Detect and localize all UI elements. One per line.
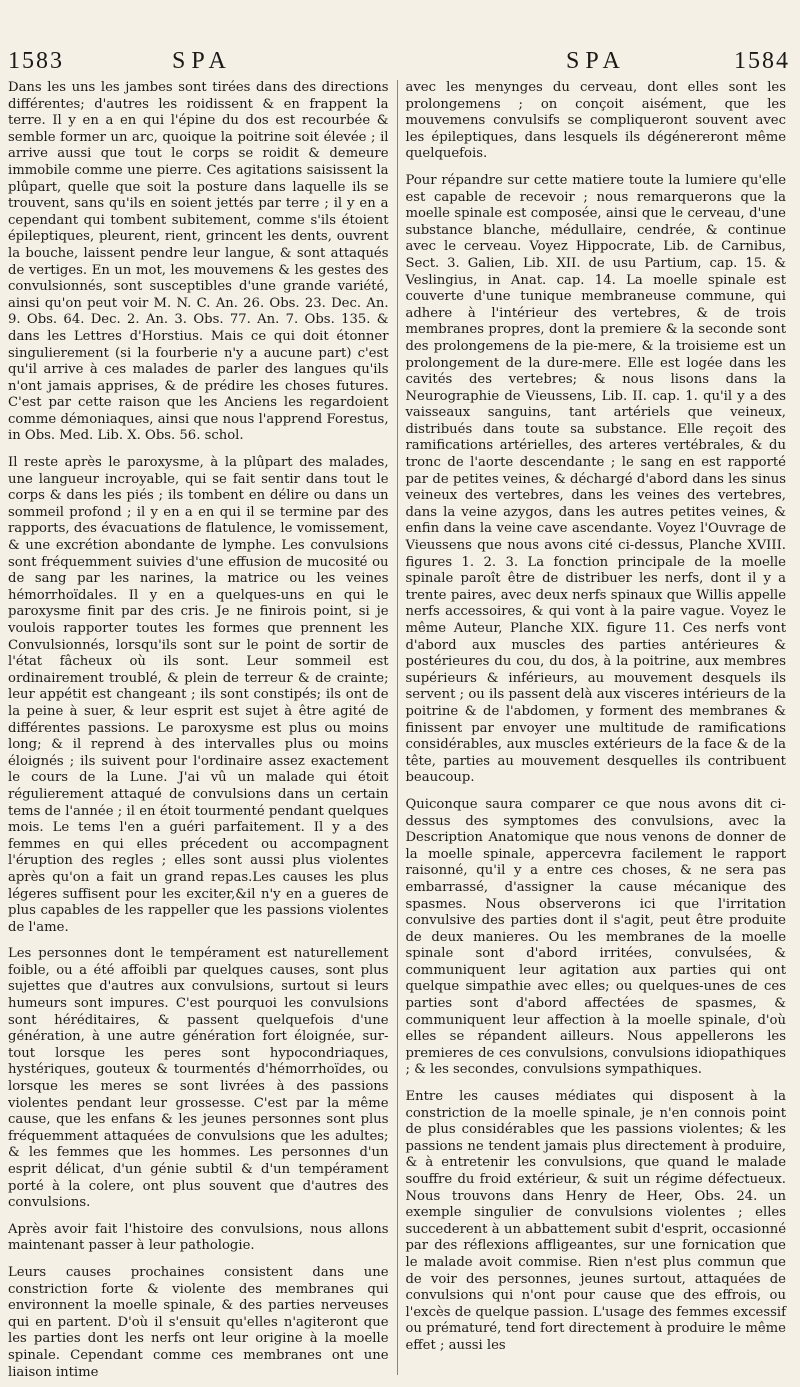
left-column — [8, 80, 397, 1379]
paragraph: Après avoir fait l'histoire des convulsions, nous allons maintenant passer à leur pathologie. — [8, 1221, 389, 1254]
running-head-right: SPA — [566, 48, 626, 74]
paragraph: Entre les causes médiates qui disposent à la constriction de la moelle spinale, je n'en connois point de plus considérables que les passions violentes; & les passions ne tendent jamais plus directement à produire, & à entretenir les convulsions, que quand le malade souffre du froid extérieur, & suit un régime défectueux. Nous trouvons dans Henry de Heer, Obs. 24. un exemple singulier de convulsions violentes ; elles succederent à un abbattement subit d'esprit, occasionné par des réflexions affligeantes, sur une fornication que le malade avoit commise. Rien n'est plus commun que de voir des personnes, jeunes surtout, attaquées de convulsions qui n'ont pour cause que des effrois, ou l'excès de quelque passion. L'usage des femmes excessif ou prématuré, tend fort directement à produire le même effet ; aussi les — [405, 1089, 786, 1353]
paragraph: Quiconque saura comparer ce que nous avons dit ci-dessus des symptomes des convulsions, avec la Description Anatomique que nous venons de donner de la moelle spinale, appercevra facilement le rapport raisonné, qu'il y a entre ces choses, & ne sera pas embarrassé, d'assigner la cause mécanique des spasmes. Nous observerons ici que l'irritation convulsive des parties dont il s'agit, peut être produite de deux manieres. Ou les membranes de la moelle spinale sont d'abord irritées, convulsées, & communiquent leur agitation aux parties qui ont quelque simpathie avec elles; ou quelques-unes de ces parties sont d'abord affectées de spasmes, & communiquent leur affection à la moelle spinale, d'où elles se répandent ailleurs. Nous appellerons les premieres de ces convulsions, convulsions idiopathiques ; & les secondes, convulsions sympathiques. — [405, 796, 786, 1078]
paragraph: Pour répandre sur cette matiere toute la lumiere qu'elle est capable de recevoir ; nous remarquerons que la moelle spinale est composée, ainsi que le cerveau, d'une substance blanche, médullaire, cendrée, & continue avec le cerveau. Voyez Hippocrate, Lib. de Carnibus, Sect. 3. Galien, Lib. XII. de usu Partium, cap. 15. & Veslingius, in Anat. cap. 14. La moelle spinale est couverte d'une tunique membraneuse commune, qui adhere à l'intérieur des vertebres, & de trois membranes propres, dont la premiere & la seconde sont des prolongemens de la pie-mere, & la troisieme est un prolongement de la dure-mere. Elle est logée dans les cavités des vertebres; & nous lisons dans la Neurographie de Vieussens, Lib. II. cap. 1. qu'il y a des vaisseaux sanguins, tant artériels que veineux, distribués dans toute sa substance. Elle reçoit des ramifications artérielles, des arteres vertébrales, & du tronc de l'aorte descendante ; le sang en est rapporté par de petites veines, & déchargé d'abord dans les sinus veineux des vertebres, dans les veines des vertebres, dans la veine azygos, dans les autres petites veines, & enfin dans la veine cave ascendante. Voyez l'Ouvrage de Vieussens que nous avons cité ci-dessus, Planche XVIII. figures 1. 2. 3. La fonction principale de la moelle spinale paroît être de distribuer les nerfs, dont il y a trente paires, avec deux nerfs spinaux que Willis appelle nerfs accessoires, & qui vont à la paire vague. Voyez le même Auteur, Planche XIX. figure 11. Ces nerfs vont d'abord aux muscles des parties antérieures & postérieures du cou, du dos, à la poitrine, aux membres supérieurs & inférieurs, au mouvement desquels ils servent ; ou ils passent delà aux visceres intérieurs de la poitrine & de l'abdomen, y forment des membranes & finissent par envoyer une multitude de ramifications considérables, aux muscles extérieurs de la face & de la tête, parties au mouvement desquelles ils contribuent beaucoup. — [405, 172, 786, 786]
paragraph: avec les menynges du cerveau, dont elles sont les prolongemens ; on conçoit aisément, que les mouvemens convulsifs se compliqueront souvent avec les épileptiques, dans lesquels ils dégénereront même quelquefois. — [405, 80, 786, 162]
page-number-left: 1583 — [8, 48, 64, 74]
running-head-left: SPA — [172, 48, 232, 74]
page-header — [0, 48, 800, 82]
page-number-right: 1584 — [734, 48, 790, 74]
paragraph: Il reste après le paroxysme, à la plûpart des malades, une langueur incroyable, qui se fait sentir dans tout le corps & dans les piés ; ils tombent en délire ou dans un sommeil profond ; il y en a en qui il se termine par des rapports, des évacuations de flatulence, le vomissement, & une excrétion abondante de lymphe. Les convulsions sont fréquemment suivies d'une effusion de mucosité ou de sang par les narines, la matrice ou les veines hémorrhoïdales. Il y en a quelques-uns en qui le paroxysme finit par des cris. Je ne finirois point, si je voulois rapporter toutes les formes que prennent les Convulsionnés, lorsqu'ils sont sur le point de sortir de l'état fâcheux où ils sont. Leur sommeil est ordinairement troublé, & plein de terreur & de crainte; leur appétit est changeant ; ils sont constipés; ils ont de la peine à suer, & leur esprit est sujet à être agité de différentes passions. Le paroxysme est plus ou moins long; & il reprend à des intervalles plus ou moins éloignés ; ils suivent pour l'ordinaire assez exactement le cours de la Lune. J'ai vû un malade qui étoit régulierement attaqué de convulsions dans un certain tems de l'année ; il en étoit tourmenté pendant quelques mois. Le tems l'en a guéri parfaitement. Il y a des femmes en qui elles précedent ou accompagnent l'éruption des regles ; elles sont aussi plus violentes après qu'on a fait un grand repas.Les causes les plus légeres suffisent pour les exciter,&il n'y en a gueres de plus capables de les rappeller que les passions violentes de l'ame. — [8, 455, 389, 935]
right-column — [397, 80, 790, 1379]
text-columns — [8, 80, 790, 1379]
paragraph: Leurs causes prochaines consistent dans une constriction forte & violente des membranes qui environnent la moelle spinale, & des parties nerveuses qui en partent. D'où il s'ensuit qu'elles n'agiteront que les parties dont les nerfs ont leur origine à la moelle spinale. Cependant comme ces membranes ont une liaison intime — [8, 1264, 389, 1379]
paragraph: Les personnes dont le tempérament est naturellement foible, ou a été affoibli par quelques causes, sont plus sujettes que d'autres aux convulsions, surtout si leurs humeurs sont impures. C'est pourquoi les convulsions sont héréditaires, & passent quelquefois d'une génération, à une autre génération fort éloignée, sur-tout lorsque les peres sont hypocondriaques, hystériques, gouteux & tourmentés d'hémorrhoïdes, ou lorsque les meres se sont livrées à des passions violentes pendant leur grossesse. C'est par la même cause, que les enfans & les jeunes personnes sont plus fréquemment attaquées de convulsions que les adultes; & les femmes que les hommes. Les personnes d'un esprit délicat, d'un génie subtil & d'un tempérament porté à la colere, ont plus souvent que d'autres des convulsions. — [8, 946, 389, 1211]
paragraph: Dans les uns les jambes sont tirées dans des directions différentes; d'autres les roidissent & en frappent la terre. Il y en a en qui l'épine du dos est recourbée & semble former un arc, quoique la poitrine soit élevée ; il arrive aussi que tout le corps se roidit & demeure immobile comme une pierre. Ces agitations saisissent la plûpart, quelle que soit la posture dans laquelle ils se trouvent, sans qu'ils en soient jettés par terre ; il y en a cependant qui tombent subitement, comme s'ils étoient épileptiques, pleurent, rient, grincent les dents, ouvrent la bouche, laissent pendre leur langue, & sont attaqués de vertiges. En un mot, les mouvemens & les gestes des convulsionnés, sont susceptibles d'une grande variété, ainsi qu'on peut voir M. N. C. An. 26. Obs. 23. Dec. An. 9. Obs. 64. Dec. 2. An. 3. Obs. 77. An. 7. Obs. 135. & dans les Lettres d'Horstius. Mais ce qui doit étonner singulierement (si la fourberie n'y a aucune part) c'est qu'il arrive à ces malades de parler des langues qu'ils n'ont jamais apprises, & de prédire les choses futures. C'est par cette raison que les Anciens les regardoient comme démoniaques, ainsi que nous l'apprend Forestus, in Obs. Med. Lib. X. Obs. 56. schol. — [8, 80, 389, 444]
